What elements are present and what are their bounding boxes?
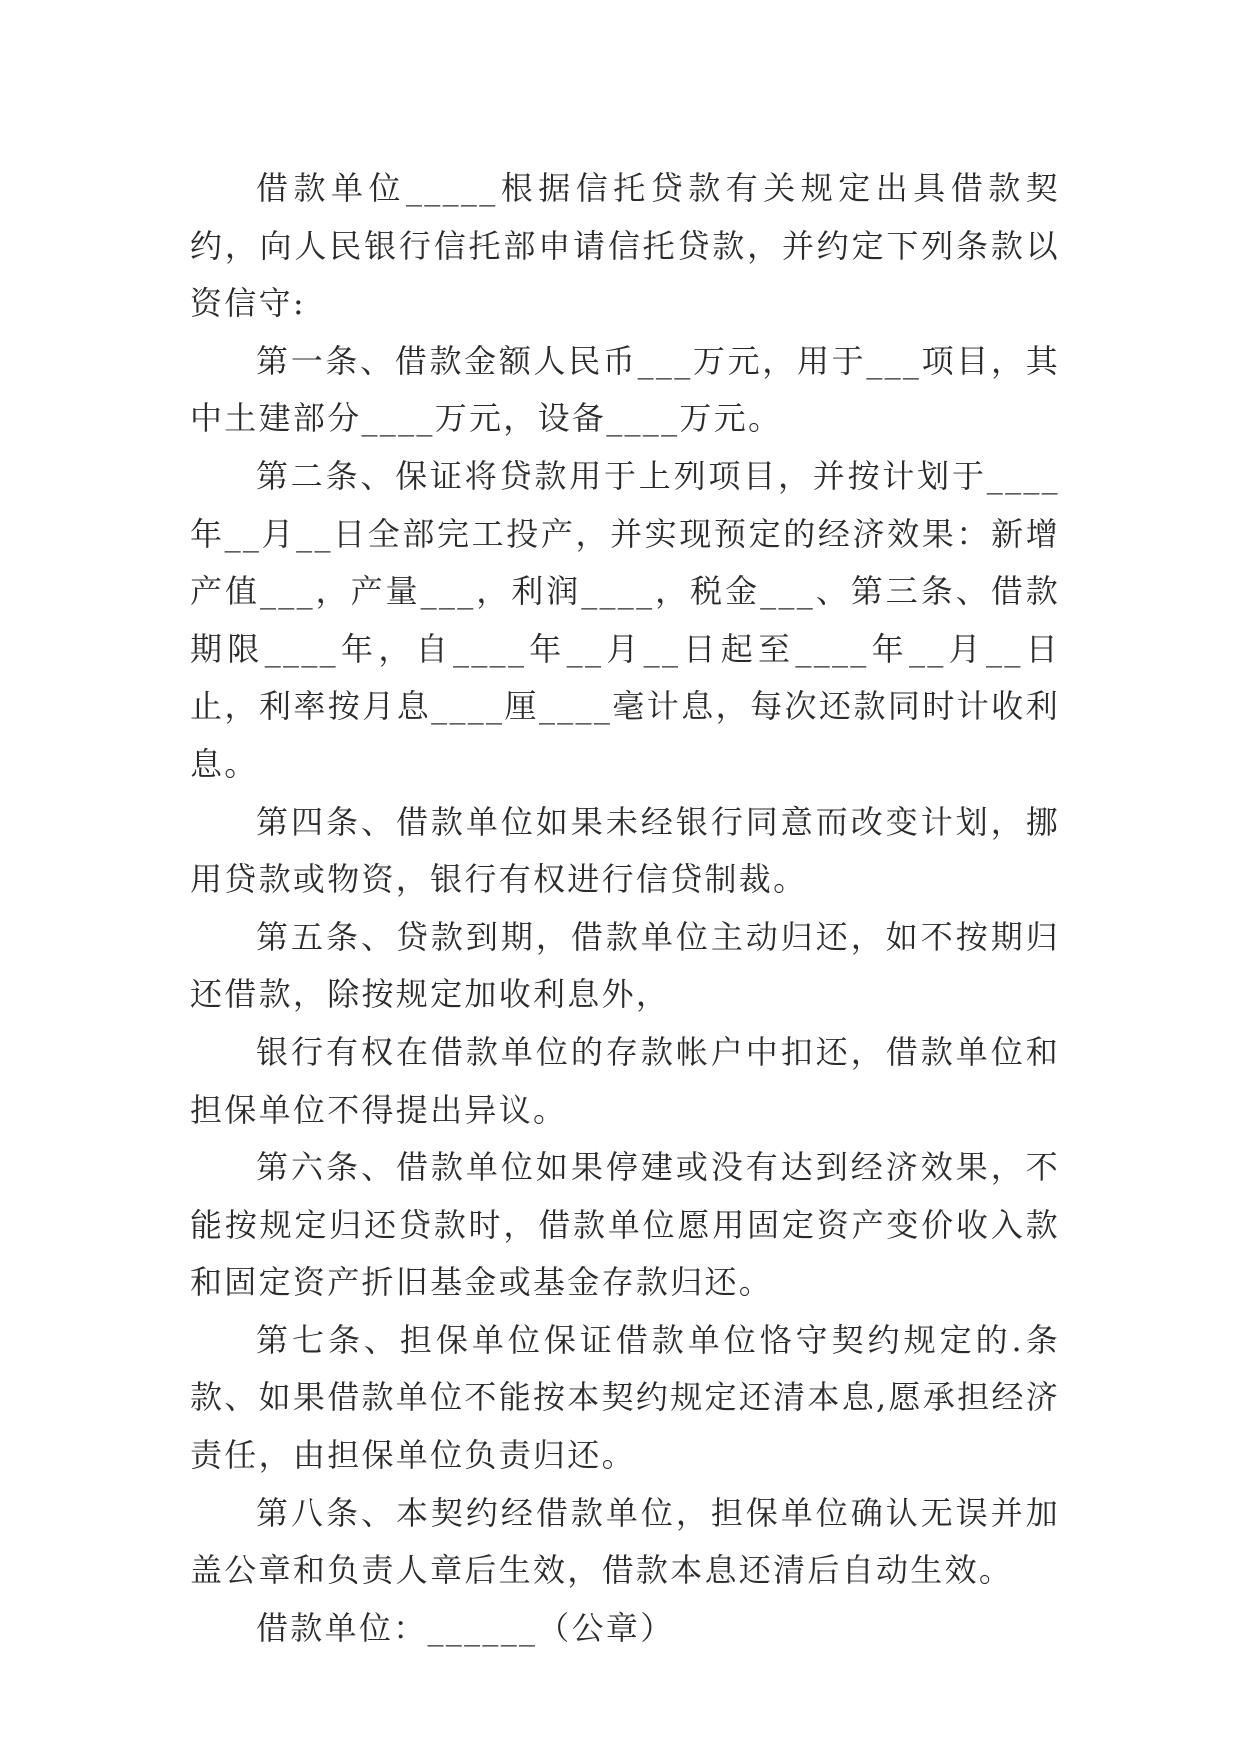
paragraph-article-5-cont: 银行有权在借款单位的存款帐户中扣还，借款单位和担保单位不得提出异议。 xyxy=(190,1032,1060,1129)
paragraph-article-8: 第八条、本契约经借款单位，担保单位确认无误并加盖公章和负责人章后生效，借款本息还清后自动生效。 xyxy=(190,1493,1060,1590)
paragraph-preamble: 借款单位_____根据信托贷款有关规定出具借款契约，向人民银行信托部申请信托贷款，并约定下列条款以资信守: xyxy=(190,169,1060,323)
paragraph-article-2-3: 第二条、保证将贷款用于上列项目，并按计划于____年__月__日全部完工投产，并实现预定的经济效果：新增产值___，产量___，利润____，税金___、第三条、借款期限____年，自____年__月__日起至____年__月__日止，利率按月息____厘____毫计息，每次还款同时计收利息。 xyxy=(190,456,1060,783)
signature-line-borrower: 借款单位：______（公章） xyxy=(256,1608,675,1647)
paragraph-article-4: 第四条、借款单位如果未经银行同意而改变计划，挪用贷款或物资，银行有权进行信贷制裁。 xyxy=(190,802,1060,899)
document-body xyxy=(190,160,1060,1657)
paragraph-article-7: 第七条、担保单位保证借款单位恪守契约规定的.条款、如果借款单位不能按本契约规定还清本息,愿承担经济责任，由担保单位负责归还。 xyxy=(190,1320,1060,1475)
paragraph-article-6: 第六条、借款单位如果停建或没有达到经济效果，不能按规定归还贷款时，借款单位愿用固定资产变价收入款和固定资产折旧基金或基金存款归还。 xyxy=(190,1148,1060,1302)
paragraph-article-5: 第五条、贷款到期，借款单位主动归还，如不按期归还借款，除按规定加收利息外， xyxy=(190,917,1060,1014)
paragraph-article-1: 第一条、借款金额人民币___万元，用于___项目，其中土建部分____万元，设备____万元。 xyxy=(190,341,1060,438)
